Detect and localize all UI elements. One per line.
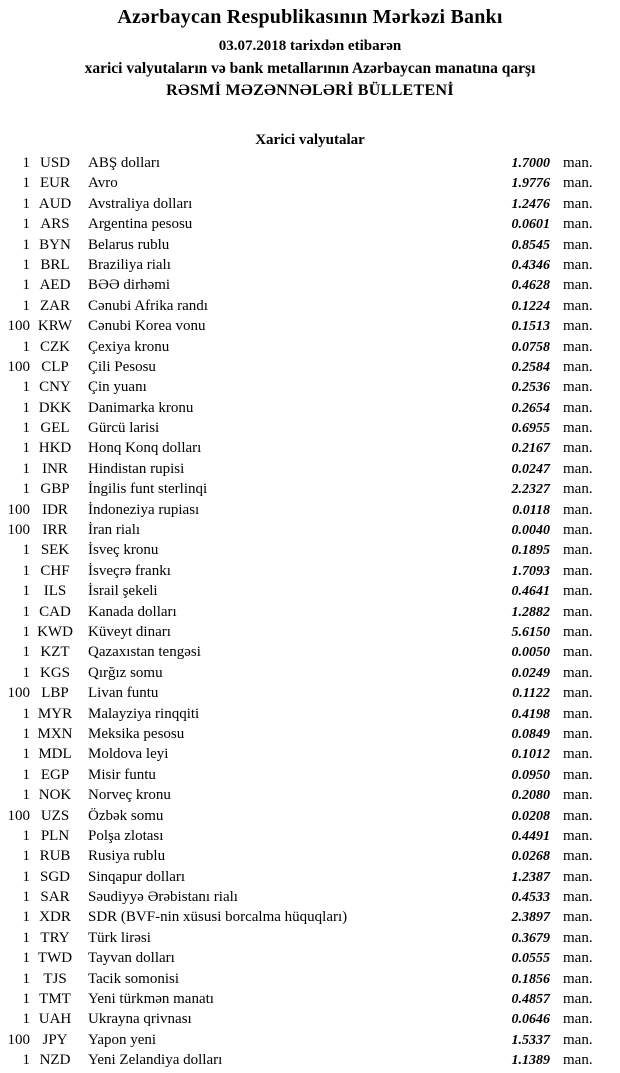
quantity: 1: [22, 338, 30, 355]
unit-label: man.: [563, 868, 593, 885]
rate-value: 0.4198: [511, 706, 550, 722]
currency-code: CAD: [39, 603, 71, 620]
rate-value: 0.0118: [512, 502, 550, 518]
unit-label: man.: [563, 338, 593, 355]
rate-value: 0.0040: [511, 523, 550, 539]
rate-value: 0.2167: [511, 441, 550, 457]
currency-code: TMT: [39, 991, 71, 1008]
quantity: 1: [22, 889, 30, 906]
rate-value: 2.2327: [511, 482, 550, 498]
currency-name: Cənubi Korea vonu: [88, 318, 206, 335]
rate-row: [0, 377, 620, 397]
quantity: 1: [22, 256, 30, 273]
rate-value: 1.7093: [511, 563, 550, 579]
unit-label: man.: [563, 236, 593, 253]
unit-label: man.: [563, 195, 593, 212]
quantity: 100: [7, 685, 30, 702]
rate-row: [0, 275, 620, 295]
currency-name: Avstraliya dolları: [88, 195, 193, 212]
quantity: 1: [22, 623, 30, 640]
rate-row: [0, 316, 620, 336]
currency-code: CHF: [40, 562, 70, 579]
rate-value: 0.0646: [511, 1012, 550, 1028]
currency-name: SDR (BVF-nin xüsusi borcalma hüquqları): [88, 909, 348, 926]
rate-row: [0, 581, 620, 601]
rate-row: [0, 806, 620, 826]
rate-row: [0, 459, 620, 479]
currency-code: UAH: [38, 1011, 72, 1028]
currency-name: Qırğız somu: [88, 664, 163, 681]
rate-value: 0.0050: [511, 645, 550, 661]
currency-name: Moldova leyi: [88, 746, 169, 763]
currency-code: NZD: [39, 1052, 71, 1069]
currency-code: INR: [42, 460, 68, 477]
rate-value: 0.4491: [511, 828, 550, 844]
rate-row: [0, 479, 620, 499]
currency-code: ARS: [40, 216, 70, 233]
quantity: 1: [22, 1011, 30, 1028]
currency-name: ABŞ dolları: [88, 155, 161, 171]
currency-name: Səudiyyə Ərəbistanı rialı: [88, 889, 238, 906]
currency-code: TWD: [37, 950, 73, 967]
unit-label: man.: [563, 909, 593, 926]
rate-value: 0.8545: [511, 237, 550, 253]
currency-name: Belarus rublu: [88, 236, 170, 253]
rate-value: 1.1389: [511, 1053, 550, 1069]
currency-name: İran rialı: [88, 522, 141, 539]
unit-label: man.: [563, 1031, 593, 1048]
currency-code: MDL: [38, 746, 72, 763]
currency-code: IRR: [42, 522, 68, 539]
quantity: 1: [22, 766, 30, 783]
rate-value: 0.0208: [511, 808, 550, 824]
rate-row: [0, 907, 620, 927]
unit-label: man.: [563, 297, 593, 314]
unit-label: man.: [563, 399, 593, 416]
currency-name: Livan funtu: [88, 685, 159, 702]
rate-row: [0, 969, 620, 989]
rate-row: [0, 846, 620, 866]
unit-label: man.: [563, 256, 593, 273]
rate-row: [0, 744, 620, 764]
quantity: 1: [22, 1052, 30, 1069]
quantity: 1: [22, 562, 30, 579]
currency-code: DKK: [38, 399, 72, 416]
rate-row: [0, 602, 620, 622]
currency-name: Tacik somonisi: [88, 970, 180, 987]
unit-label: man.: [563, 950, 593, 967]
quantity: 1: [22, 848, 30, 865]
quantity: 1: [22, 460, 30, 477]
currency-code: CLP: [41, 358, 69, 375]
rate-value: 1.5337: [511, 1032, 550, 1048]
unit-label: man.: [563, 644, 593, 661]
unit-label: man.: [563, 481, 593, 498]
rate-value: 0.0601: [511, 217, 550, 233]
rate-row: [0, 704, 620, 724]
currency-code: KZT: [40, 644, 70, 661]
currency-name: Türk lirəsi: [88, 929, 151, 946]
rate-value: 0.4641: [511, 584, 550, 600]
rate-row: [0, 398, 620, 418]
quantity: 1: [22, 542, 30, 559]
rate-row: [0, 989, 620, 1009]
rate-value: 0.1513: [511, 319, 550, 335]
rate-value: 0.2080: [511, 788, 550, 804]
unit-label: man.: [563, 807, 593, 824]
quantity: 1: [22, 216, 30, 233]
quantity: 1: [22, 297, 30, 314]
currency-name: Yeni Zelandiya dolları: [88, 1052, 223, 1069]
currency-code: RUB: [39, 848, 71, 865]
rate-row: [0, 948, 620, 968]
unit-label: man.: [563, 685, 593, 702]
currency-code: LBP: [41, 685, 69, 702]
currency-name: Kanada dolları: [88, 603, 177, 620]
rate-value: 0.6955: [511, 421, 550, 437]
rate-value: 0.0247: [511, 461, 550, 477]
rate-row: [0, 235, 620, 255]
rate-row: [0, 826, 620, 846]
quantity: 1: [22, 746, 30, 763]
quantity: 1: [22, 787, 30, 804]
rate-row: [0, 724, 620, 744]
unit-label: man.: [563, 1011, 593, 1028]
rate-value: 1.2882: [511, 604, 550, 620]
currency-code: MXN: [37, 725, 73, 742]
rate-value: 0.4346: [511, 257, 550, 273]
quantity: 1: [22, 909, 30, 926]
currency-code: BRL: [40, 256, 70, 273]
rate-value: 0.1224: [511, 298, 550, 314]
quantity: 100: [7, 501, 30, 518]
quantity: 1: [22, 583, 30, 600]
rate-value: 0.4857: [511, 992, 550, 1008]
rate-value: 0.4628: [511, 278, 550, 294]
currency-name: Çexiya kronu: [88, 338, 170, 355]
quantity: 1: [22, 725, 30, 742]
quantity: 100: [7, 522, 30, 539]
unit-label: man.: [563, 725, 593, 742]
rate-row: [0, 438, 620, 458]
currency-code: PLN: [40, 827, 70, 844]
currency-name: Qazaxıstan tengəsi: [88, 644, 201, 661]
rate-value: 1.7000: [511, 156, 550, 171]
unit-label: man.: [563, 1052, 593, 1069]
rate-value: 1.2387: [511, 869, 550, 885]
currency-name: Honq Konq dolları: [88, 440, 202, 457]
rate-row: [0, 887, 620, 907]
quantity: 1: [22, 644, 30, 661]
quantity: 1: [22, 277, 30, 294]
rate-row: [0, 540, 620, 560]
currency-code: ILS: [43, 583, 67, 600]
currency-code: SGD: [39, 868, 70, 885]
rate-value: 0.1012: [511, 747, 550, 763]
rate-row: [0, 1050, 620, 1070]
rate-value: 0.0555: [511, 951, 550, 967]
rate-row: [0, 214, 620, 234]
currency-code: EUR: [40, 175, 70, 192]
currency-name: Özbək somu: [88, 807, 164, 824]
rate-row: [0, 765, 620, 785]
rate-row: [0, 255, 620, 275]
currency-code: GBP: [40, 481, 70, 498]
unit-label: man.: [563, 440, 593, 457]
unit-label: man.: [563, 603, 593, 620]
unit-label: man.: [563, 542, 593, 559]
rate-row: [0, 357, 620, 377]
currency-name: Çili Pesosu: [88, 358, 156, 375]
quantity: 1: [22, 664, 30, 681]
rate-value: 1.9776: [511, 176, 550, 192]
unit-label: man.: [563, 358, 593, 375]
currency-name: Ukrayna qrivnası: [88, 1011, 192, 1028]
currency-code: HKD: [38, 440, 72, 457]
quantity: 1: [22, 827, 30, 844]
currency-code: NOK: [38, 787, 72, 804]
unit-label: man.: [563, 277, 593, 294]
currency-name: İsrail şekeli: [88, 583, 158, 600]
rate-value: 0.1856: [511, 971, 550, 987]
rate-row: [0, 642, 620, 662]
unit-label: man.: [563, 766, 593, 783]
rate-value: 2.3897: [511, 910, 550, 926]
bank-name: Azərbaycan Respublikasının Mərkəzi Bankı: [117, 6, 503, 28]
currency-name: Sinqapur dolları: [88, 868, 186, 885]
rate-row: [0, 194, 620, 214]
rate-row: [0, 337, 620, 357]
rate-value: 0.3679: [511, 930, 550, 946]
rate-row: [0, 500, 620, 520]
currency-code: EGP: [40, 766, 70, 783]
unit-label: man.: [563, 216, 593, 233]
currency-name: Yapon yeni: [88, 1031, 157, 1048]
effective-date: 03.07.2018 tarixdən etibarən: [218, 38, 402, 54]
quantity: 100: [7, 807, 30, 824]
currency-name: İndoneziya rupiası: [88, 501, 200, 518]
currency-code: KWD: [37, 623, 73, 640]
currency-name: Meksika pesosu: [88, 725, 185, 742]
unit-label: man.: [563, 501, 593, 518]
unit-label: man.: [563, 623, 593, 640]
currency-code: TJS: [43, 970, 67, 987]
currency-code: CNY: [39, 379, 71, 396]
quantity: 1: [22, 705, 30, 722]
currency-code: BYN: [39, 236, 71, 253]
currency-name: Cənubi Afrika randı: [88, 297, 208, 314]
rate-row: [0, 622, 620, 642]
currency-code: KGS: [39, 664, 70, 681]
quantity: 100: [7, 318, 30, 335]
currency-name: Küveyt dinarı: [88, 623, 171, 640]
rate-value: 0.0950: [511, 767, 550, 783]
rate-value: 0.1895: [511, 543, 550, 559]
currency-name: Çin yuanı: [88, 379, 147, 396]
currency-code: GEL: [40, 420, 70, 437]
quantity: 1: [22, 195, 30, 212]
exchange-rates-table: [0, 153, 620, 1071]
currency-code: SEK: [40, 542, 70, 559]
rate-value: 1.2476: [511, 196, 550, 212]
rate-row: [0, 173, 620, 193]
rate-value: 0.0249: [511, 665, 550, 681]
rate-row: [0, 1009, 620, 1029]
currency-name: Tayvan dolları: [88, 950, 175, 967]
currency-name: Gürcü larisi: [88, 420, 160, 437]
rate-row: [0, 683, 620, 703]
currency-name: Misir funtu: [88, 766, 156, 783]
currency-name: Yeni türkmən manatı: [88, 991, 214, 1008]
quantity: 1: [22, 970, 30, 987]
unit-label: man.: [563, 787, 593, 804]
unit-label: man.: [563, 420, 593, 437]
currency-code: ZAR: [40, 297, 70, 314]
currency-code: XDR: [39, 909, 71, 926]
currency-name: Malayziya rinqqiti: [88, 705, 200, 722]
currency-code: AUD: [38, 195, 72, 212]
section-title-foreign-currencies: Xarici valyutalar: [255, 132, 365, 148]
currency-name: Avro: [88, 175, 118, 192]
quantity: 1: [22, 603, 30, 620]
unit-label: man.: [563, 705, 593, 722]
currency-name: Danimarka kronu: [88, 399, 194, 416]
currency-name: İsveç kronu: [88, 542, 159, 559]
unit-label: man.: [563, 583, 593, 600]
currency-code: JPY: [42, 1031, 68, 1048]
unit-label: man.: [563, 970, 593, 987]
currency-name: İsveçrə frankı: [88, 562, 171, 579]
bulletin-subtitle: xarici valyutaların və bank metallarının Azərbaycan manatına qarşı: [84, 60, 536, 77]
unit-label: man.: [563, 848, 593, 865]
unit-label: man.: [563, 889, 593, 906]
quantity: 100: [7, 358, 30, 375]
unit-label: man.: [563, 522, 593, 539]
rate-row: [0, 663, 620, 683]
bulletin-title: RƏSMİ MƏZƏNNƏLƏRİ BÜLLETENİ: [166, 82, 454, 99]
rate-row: [0, 867, 620, 887]
rate-value: 0.1122: [512, 686, 550, 702]
rate-row: [0, 153, 620, 173]
currency-code: CZK: [40, 338, 70, 355]
currency-name: Polşa zlotası: [88, 827, 164, 844]
rate-value: 0.0268: [511, 849, 550, 865]
rate-value: 0.2584: [511, 359, 550, 375]
currency-name: Argentina pesosu: [88, 216, 193, 233]
currency-name: Hindistan rupisi: [88, 460, 185, 477]
rate-value: 5.6150: [511, 624, 550, 640]
quantity: 1: [22, 440, 30, 457]
quantity: 1: [22, 155, 30, 171]
currency-name: İngilis funt sterlinqi: [88, 481, 208, 498]
currency-code: MYR: [37, 705, 73, 722]
rate-value: 0.0758: [511, 339, 550, 355]
quantity: 1: [22, 379, 30, 396]
unit-label: man.: [563, 562, 593, 579]
currency-code: IDR: [42, 501, 68, 518]
unit-label: man.: [563, 991, 593, 1008]
quantity: 1: [22, 950, 30, 967]
rate-row: [0, 296, 620, 316]
rate-row: [0, 1030, 620, 1050]
quantity: 1: [22, 929, 30, 946]
quantity: 1: [22, 236, 30, 253]
rate-row: [0, 520, 620, 540]
rate-value: 0.4533: [511, 890, 550, 906]
rate-value: 0.2654: [511, 400, 550, 416]
currency-name: Norveç kronu: [88, 787, 171, 804]
currency-code: UZS: [40, 807, 70, 824]
unit-label: man.: [563, 175, 593, 192]
currency-code: AED: [39, 277, 71, 294]
rate-row: [0, 561, 620, 581]
currency-code: KRW: [37, 318, 73, 335]
quantity: 1: [22, 991, 30, 1008]
unit-label: man.: [563, 460, 593, 477]
quantity: 1: [22, 481, 30, 498]
rate-value: 0.0849: [511, 726, 550, 742]
currency-code: USD: [39, 155, 70, 171]
rate-row: [0, 785, 620, 805]
currency-name: Rusiya rublu: [88, 848, 166, 865]
currency-name: Braziliya rialı: [88, 256, 171, 273]
unit-label: man.: [563, 746, 593, 763]
unit-label: man.: [563, 929, 593, 946]
rate-row: [0, 928, 620, 948]
bulletin-header: [0, 0, 620, 100]
quantity: 1: [22, 175, 30, 192]
currency-code: SAR: [40, 889, 70, 906]
unit-label: man.: [563, 379, 593, 396]
quantity: 1: [22, 420, 30, 437]
currency-code: TRY: [40, 929, 70, 946]
unit-label: man.: [563, 155, 593, 171]
rate-value: 0.2536: [511, 380, 550, 396]
quantity: 1: [22, 868, 30, 885]
unit-label: man.: [563, 664, 593, 681]
rate-row: [0, 418, 620, 438]
quantity: 1: [22, 399, 30, 416]
currency-name: BƏƏ dirhəmi: [88, 277, 171, 294]
unit-label: man.: [563, 827, 593, 844]
quantity: 100: [7, 1031, 30, 1048]
unit-label: man.: [563, 318, 593, 335]
